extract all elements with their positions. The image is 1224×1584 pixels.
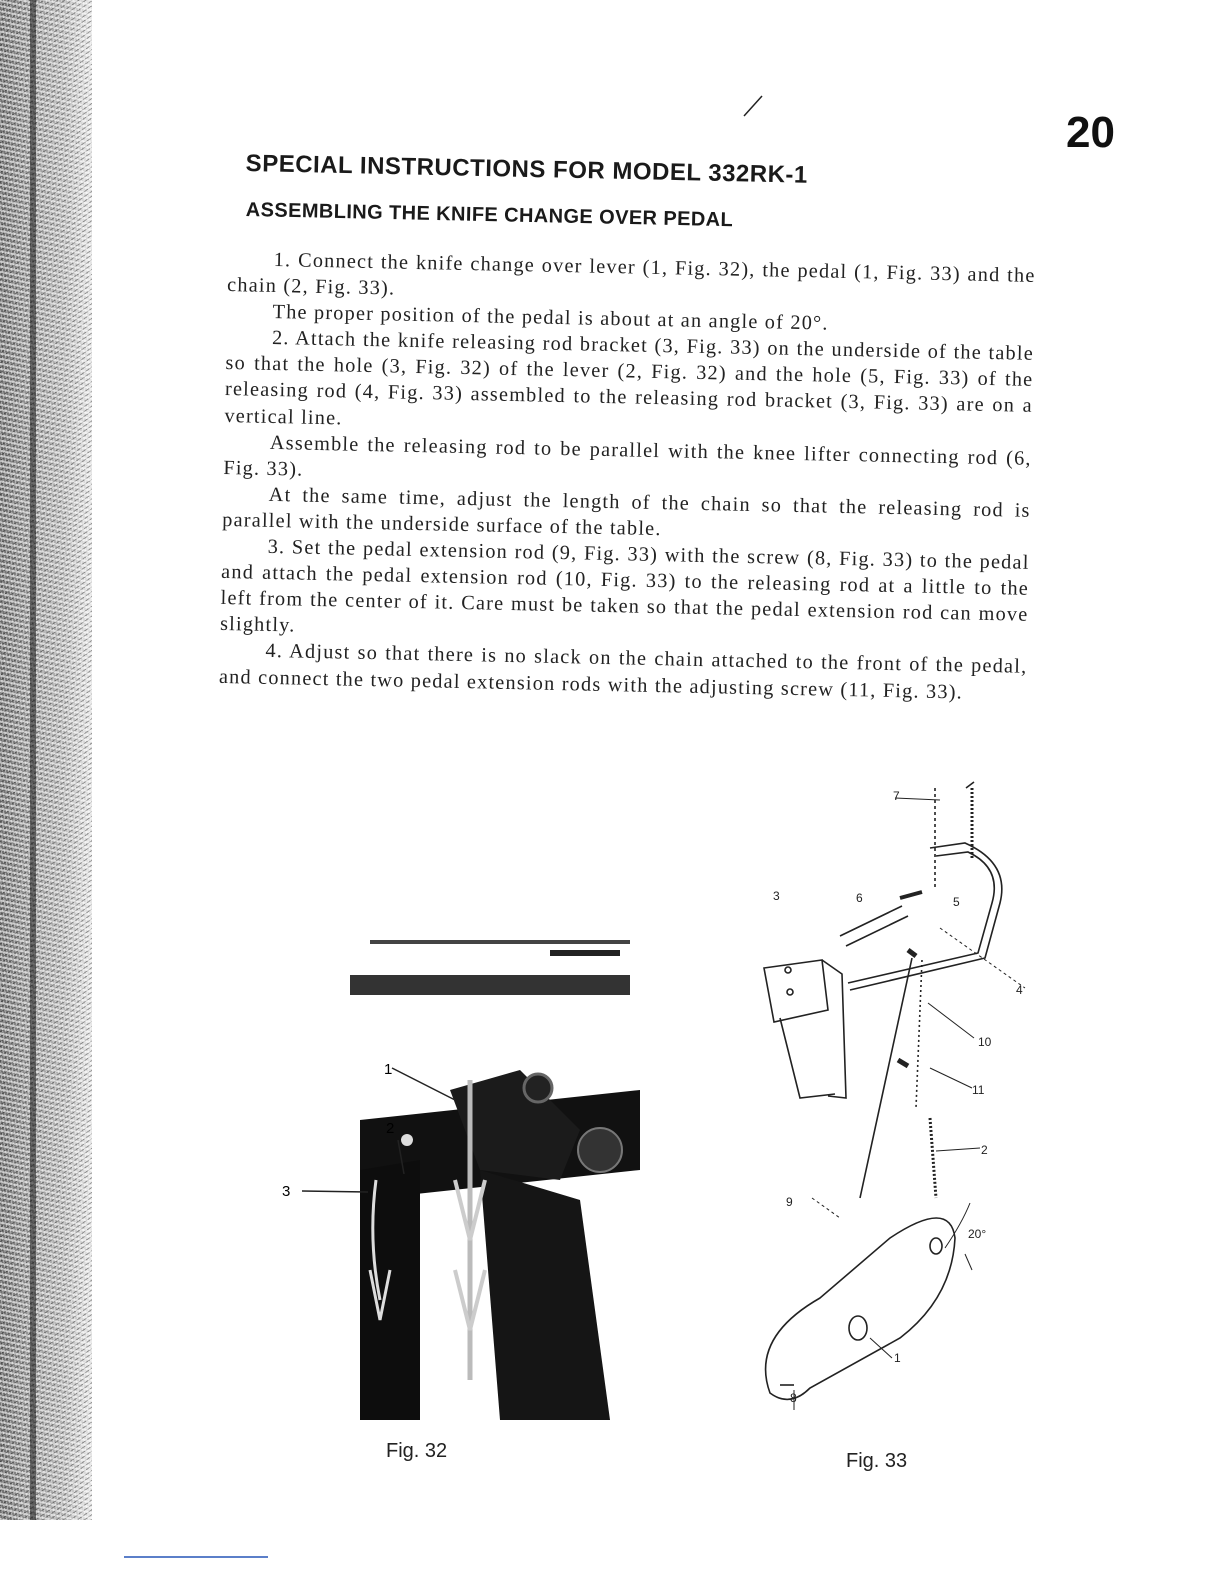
fig33-callout-10: 10	[978, 1035, 992, 1049]
section-subtitle: ASSEMBLING THE KNIFE CHANGE OVER PEDAL	[245, 199, 734, 232]
paragraph-step-4: 4. Adjust so that there is no slack on the chain attached to the front of the pedal, and connect the two pedal extension rods with the adjusting screw (11, Fig. 33).	[218, 640, 1028, 703]
instructions-body	[219, 246, 1036, 706]
fig33-callout-9: 9	[786, 1195, 793, 1209]
bottom-rule	[124, 1556, 268, 1558]
fig32-callout-2: 2	[386, 1120, 395, 1137]
figure-32-illustration	[280, 940, 640, 1420]
figure-32-caption: Fig. 32	[386, 1440, 448, 1462]
fig33-callout-6: 6	[856, 891, 863, 905]
fig33-callout-3: 3	[773, 889, 780, 903]
paragraph-pedal-angle: The proper position of the pedal is about at an angle of 20°.	[272, 301, 829, 335]
fig33-callout-4: 4	[1016, 983, 1023, 997]
paragraph-step-2: 2. Attach the knife releasing rod bracket (3, Fig. 33) on the underside of the table so that the hole (3, Fig. 32) of the lever (2, Fig. 32) and the hole (5, Fig. 33) of the releasing rod (4, Fig. 33) assembled to the releasing rod bracket (3, Fig. 33) are on a vertical line.	[224, 327, 1035, 429]
page-title: SPECIAL INSTRUCTIONS FOR MODEL 332RK-1	[245, 150, 809, 189]
fig33-callout-1: 1	[894, 1351, 901, 1365]
fig33-callout-8: 8	[790, 1391, 797, 1405]
fig33-callout-5: 5	[953, 895, 960, 909]
figure-33-caption: Fig. 33	[846, 1450, 908, 1472]
paragraph-step-3: 3. Set the pedal extension rod (9, Fig. 33) with the screw (8, Fig. 33) to the pedal and attach the pedal extension rod (10, Fig. 33) to the releasing rod at a little to the left from the center of it. Care must be taken so that the pedal extension rod can move slightly.	[219, 535, 1030, 637]
paragraph-chain-length: At the same time, adjust the length of the chain so that the releasing rod is parallel with the underside surface of the table.	[222, 483, 1031, 541]
fig33-callout-20-degree: 20°	[968, 1227, 987, 1241]
fig32-callout-1: 1	[384, 1061, 393, 1078]
paragraph-releasing-rod: Assemble the releasing rod to be parallel with the knee lifter connecting rod (6, Fig. 33).	[223, 431, 1032, 481]
fig32-callout-3: 3	[282, 1183, 291, 1200]
scanned-binding-edge	[0, 0, 92, 1520]
page-number: 20	[1066, 108, 1115, 157]
paragraph-step-1: 1. Connect the knife change over lever (1, Fig. 32), the pedal (1, Fig. 33) and the chain (2, Fig. 33).	[226, 248, 1036, 300]
fig33-callout-2: 2	[981, 1143, 988, 1157]
pen-mark	[740, 90, 770, 120]
fig33-callout-11: 11	[972, 1083, 985, 1097]
fig33-callout-7: 7	[893, 789, 900, 803]
figure-33-diagram	[740, 778, 1023, 1418]
